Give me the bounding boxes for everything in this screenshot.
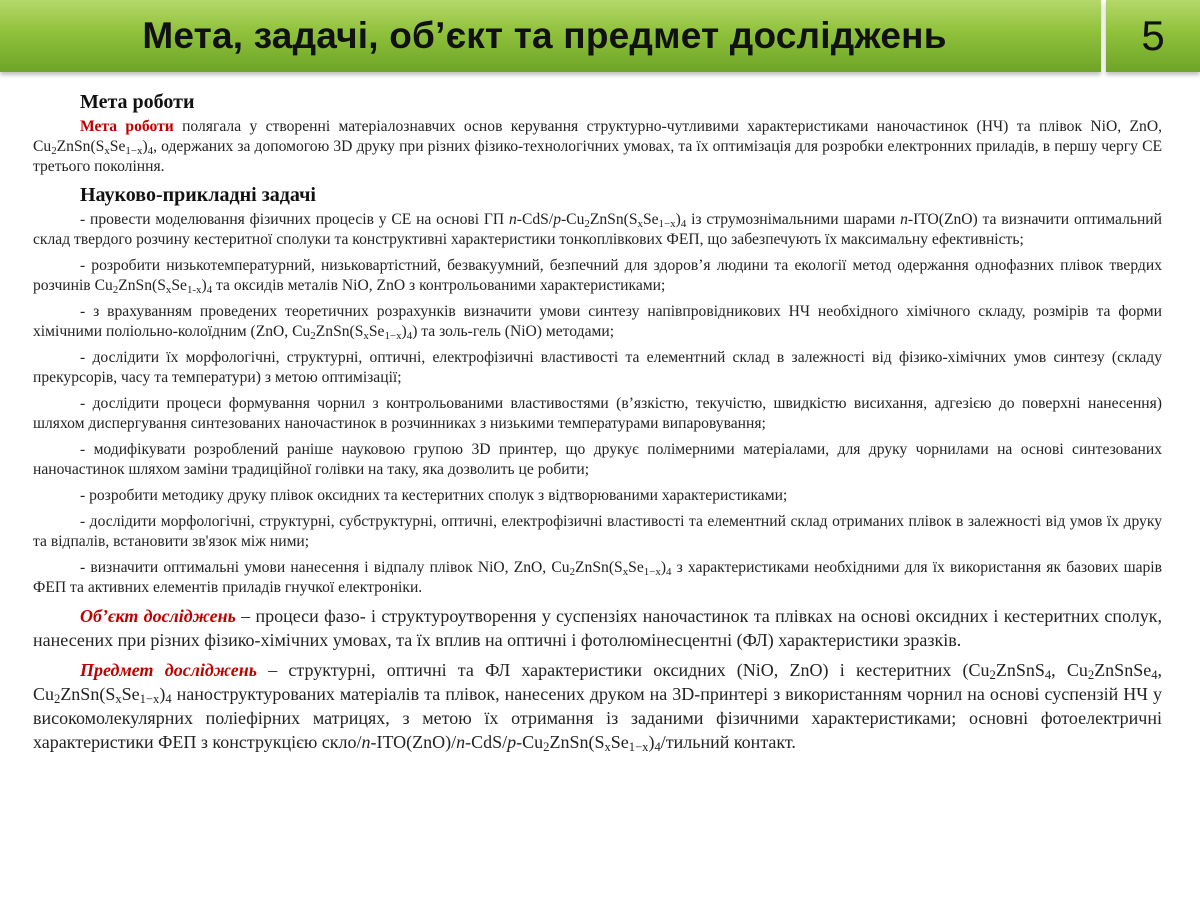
task-item-7: - розробити методику друку плівок оксидних та кестеритних сполук з відтворюваними характеристиками; [80, 487, 788, 504]
subject-paragraph: Предмет досліджень – структурні, оптичні та ФЛ характеристики оксидних (NiO, ZnO) і кестеритних ($Cu_2ZnSnS_4$, $Cu_2ZnSnSe_4$, $Cu_2ZnSn(S_xSe_{1-x})_4$ наноструктурованих матеріалів та плівок, нанесених друком на 3D-принтері з використанням чорнил на основі суспензій НЧ у високомолекулярних поліефірних матрицях, з метою їх отримання із заданими фізичними характеристиками; основні фотоелектричні характеристики ФЕП з конструкцією скло/$n-ITO(ZnO)/n-CdS/p-Cu_2ZnSn(S_xSe_{1-x})_4$/тильний контакт. [33, 660, 1162, 754]
task-2-text-a: - розробити низькотемпературний, низьковартістний, безвакуумний, безпечний для здоров’я людини та екології метод одержання однофазних плівок твердих розчинів [33, 257, 1162, 294]
task-item-1: - провести моделювання фізичних процесів у СЕ на основі ГП $n-CdS/p-Cu_2ZnSn(S_xSe_{1-x})_4$ із струмознімальними шарами n-ITO(ZnO) та визначити оптимальний склад твердого розчину кестеритної сполуки та конструктивні характеристики тонкоплівкових ФЕП, що забезпечують їх максимальну ефективність; [33, 211, 1162, 248]
goal-paragraph: Мета роботи полягала у створенні матеріалознавчих основ керування структурно-чутливими характеристиками наночастинок (НЧ) та плівок NiO, ZnO, $Cu_2ZnSn(S_xSe_{1-x})_4$, одержаних за допомогою 3D друку при різних фізико-технологічних умовах, та їх оптимізація для розробки електронних приладів, в першу чергу СЕ третього покоління. [33, 118, 1162, 175]
slide-number-box [1106, 0, 1200, 72]
task-9-text-b: з характеристиками необхідними для їх використання як базових шарів ФЕП та активних елементів приладів гнучкої електроніки. [33, 559, 1163, 596]
slide-title: Мета, задачі, об’єкт та предмет досліджень [142, 15, 947, 56]
task-item-5: - дослідити процеси формування чорнил з контрольованими властивостями (в’язкістю, текучістю, швидкістю висихання, адгезією до поверхні нанесення) шляхом диспергування синтезованих наночастинок в розчинниках з низькими температурами випаровування; [33, 395, 1162, 432]
task-item-9: - визначити оптимальні умови нанесення і відпалу плівок NiO, ZnO, $Cu_2ZnSn(S_xSe_{1-x})_4$ з характеристиками необхідними для їх використання як базових шарів ФЕП та активних елементів приладів гнучкої електроніки. [33, 559, 1163, 596]
task-1-text-b: із струмознімальними шарами [686, 211, 901, 228]
task-9-text-a: - визначити оптимальні умови нанесення і відпалу плівок NiO, ZnO, [80, 559, 552, 576]
subject-text-2: наноструктурованих матеріалів та плівок, нанесених друком на 3D-принтері з використанням чорнил на основі суспензій НЧ у високомолекулярних поліефірних матрицях, з метою їх отримання із заданими фізичними характеристиками; основні фотоелектричні характеристики ФЕП з конструкцією скло/ [33, 684, 1162, 752]
task-2-text-b: та оксидів металів NiO, ZnO з контрольованими характеристиками; [212, 277, 666, 294]
object-lead: Об’єкт досліджень [80, 606, 236, 626]
tasks-heading: Науково-прикладні задачі [80, 184, 316, 206]
task-item-3: - з врахуванням проведених теоретичних розрахунків визначити умови синтезу напівпровідникових НЧ необхідного хімічного складу, розмірів та форми хімічними поліольно-колоїдним (ZnO, $Cu_2ZnSn(S_xSe_{1-x})_4$) та золь-гель (NiO) методами; [33, 303, 1162, 342]
task-1-text-c: та визначити оптимальний склад твердого розчину кестеритної сполуки та конструктивні характеристики тонкоплівкових ФЕП, що забезпечують їх максимальну ефективність; [33, 211, 1162, 248]
object-paragraph [33, 604, 1162, 652]
task-item-2: - розробити низькотемпературний, низьковартістний, безвакуумний, безпечний для здоров’я людини та екології метод одержання однофазних плівок твердих розчинів $Cu_2ZnSn(S_xSe_{1-x})_4$ та оксидів металів NiO, ZnO з контрольованими характеристиками; [33, 257, 1162, 296]
goal-lead: Мета роботи [80, 118, 174, 135]
slide-number: 5 [1141, 12, 1165, 59]
task-item-6: - модифікувати розроблений раніше науковою групою 3D принтер, що друкує полімерними матеріалами, для друку чорнилами на основі синтезованих наночастинок шляхом заміни традиційної голівки на таку, яка дозволить це робити; [33, 441, 1162, 478]
subject-lead: Предмет досліджень [80, 660, 257, 680]
goal-text-1: полягала у створенні матеріалознавчих основ керування структурно-чутливими характеристиками наночастинок (НЧ) та плівок NiO, ZnO, Cu [33, 118, 1162, 155]
slide-header [0, 0, 1200, 75]
title-bar [0, 0, 1101, 72]
subject-text-1: – структурні, оптичні та ФЛ характеристики оксидних (NiO, ZnO) і кестеритних ( [256, 660, 969, 680]
goal-heading: Мета роботи [80, 91, 195, 113]
task-item-8: - дослідити морфологічні, структурні, субструктурні, оптичні, електрофізичні властивості та елементний склад отриманих плівок в залежності від умов їх друку та відпалів, встановити зв'язок між ними; [33, 513, 1162, 550]
task-3-text-b: ) та золь-гель (NiO) методами; [412, 323, 615, 340]
task-1-text-a: - провести моделювання фізичних процесів у СЕ на основі ГП [80, 211, 509, 228]
subject-text-3: /тильний контакт. [660, 732, 796, 752]
object-text: – процеси фазо- і структуроутворення у суспензіях наночастинок та плівках на основі оксидних і кестеритних сполук, нанесених при різних фізико-хімічних умовах, та їх вплив на оптичні і фотолюмінесцентні (ФЛ) характеристики зразків. [33, 606, 1162, 650]
task-3-text-a: - з врахуванням проведених теоретичних розрахунків визначити умови синтезу напівпровідникових НЧ необхідного хімічного складу, розмірів та форми хімічними поліольно-колоїдним (ZnO, [33, 303, 1162, 340]
task-item-4: - дослідити їх морфологічні, структурні, оптичні, електрофізичні властивості та елементний склад в залежності від фізико-хімічних умов синтезу (складу прекурсорів, часу та температури) з метою оптимізації; [33, 349, 1162, 386]
goal-text-2: , одержаних за допомогою 3D друку при різних фізико-технологічних умовах, та їх оптимізація для розробки електронних приладів, в першу чергу СЕ третього покоління. [33, 138, 1162, 175]
slide-content [33, 90, 1162, 754]
